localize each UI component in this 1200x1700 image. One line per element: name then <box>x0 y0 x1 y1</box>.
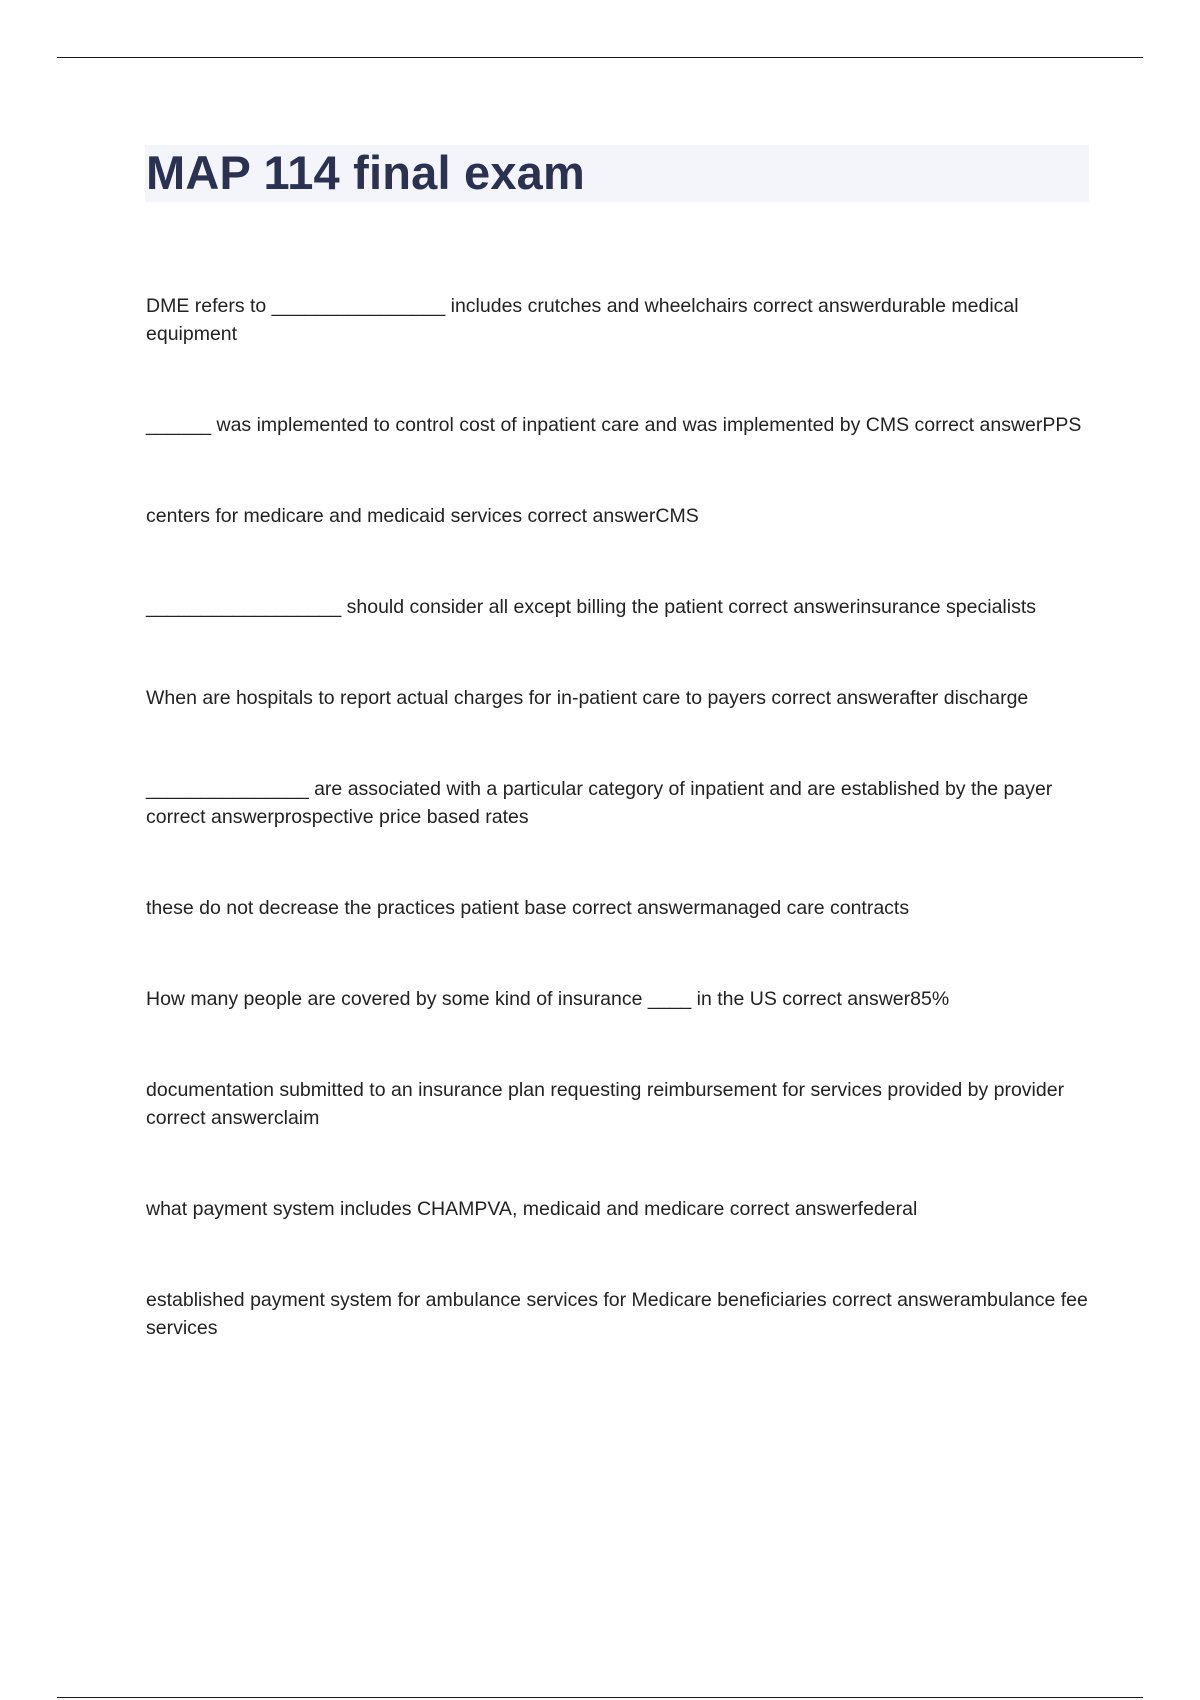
qa-item-4: __________________ should consider all except billing the patient correct answerinsurance specialists <box>146 596 1036 618</box>
qa-item-7: these do not decrease the practices patient base correct answermanaged care contracts <box>146 897 910 919</box>
bottom-rule <box>57 1697 1143 1698</box>
qa-item-9: documentation submitted to an insurance plan requesting reimbursement for services provided by provider correct answerclaim <box>146 1079 1065 1129</box>
qa-list <box>146 292 1096 1405</box>
qa-item-10: what payment system includes CHAMPVA, medicaid and medicare correct answerfederal <box>146 1198 918 1220</box>
qa-item-5: When are hospitals to report actual charges for in-patient care to payers correct answerafter discharge <box>146 687 1029 709</box>
qa-item-6: _______________ are associated with a particular category of inpatient and are established by the payer correct answerprospective price based rates <box>146 778 1053 828</box>
qa-item-1: DME refers to ________________ includes crutches and wheelchairs correct answerdurable medical equipment <box>146 295 1019 345</box>
qa-item-2: ______ was implemented to control cost of inpatient care and was implemented by CMS correct answerPPS <box>146 414 1082 436</box>
qa-item-11: established payment system for ambulance services for Medicare beneficiaries correct answerambulance fee services <box>146 1289 1088 1339</box>
top-rule <box>57 57 1143 58</box>
qa-item-3: centers for medicare and medicaid services correct answerCMS <box>146 505 699 527</box>
qa-item-8: How many people are covered by some kind of insurance ____ in the US correct answer85% <box>146 988 950 1010</box>
document-title: MAP 114 final exam <box>146 146 586 199</box>
